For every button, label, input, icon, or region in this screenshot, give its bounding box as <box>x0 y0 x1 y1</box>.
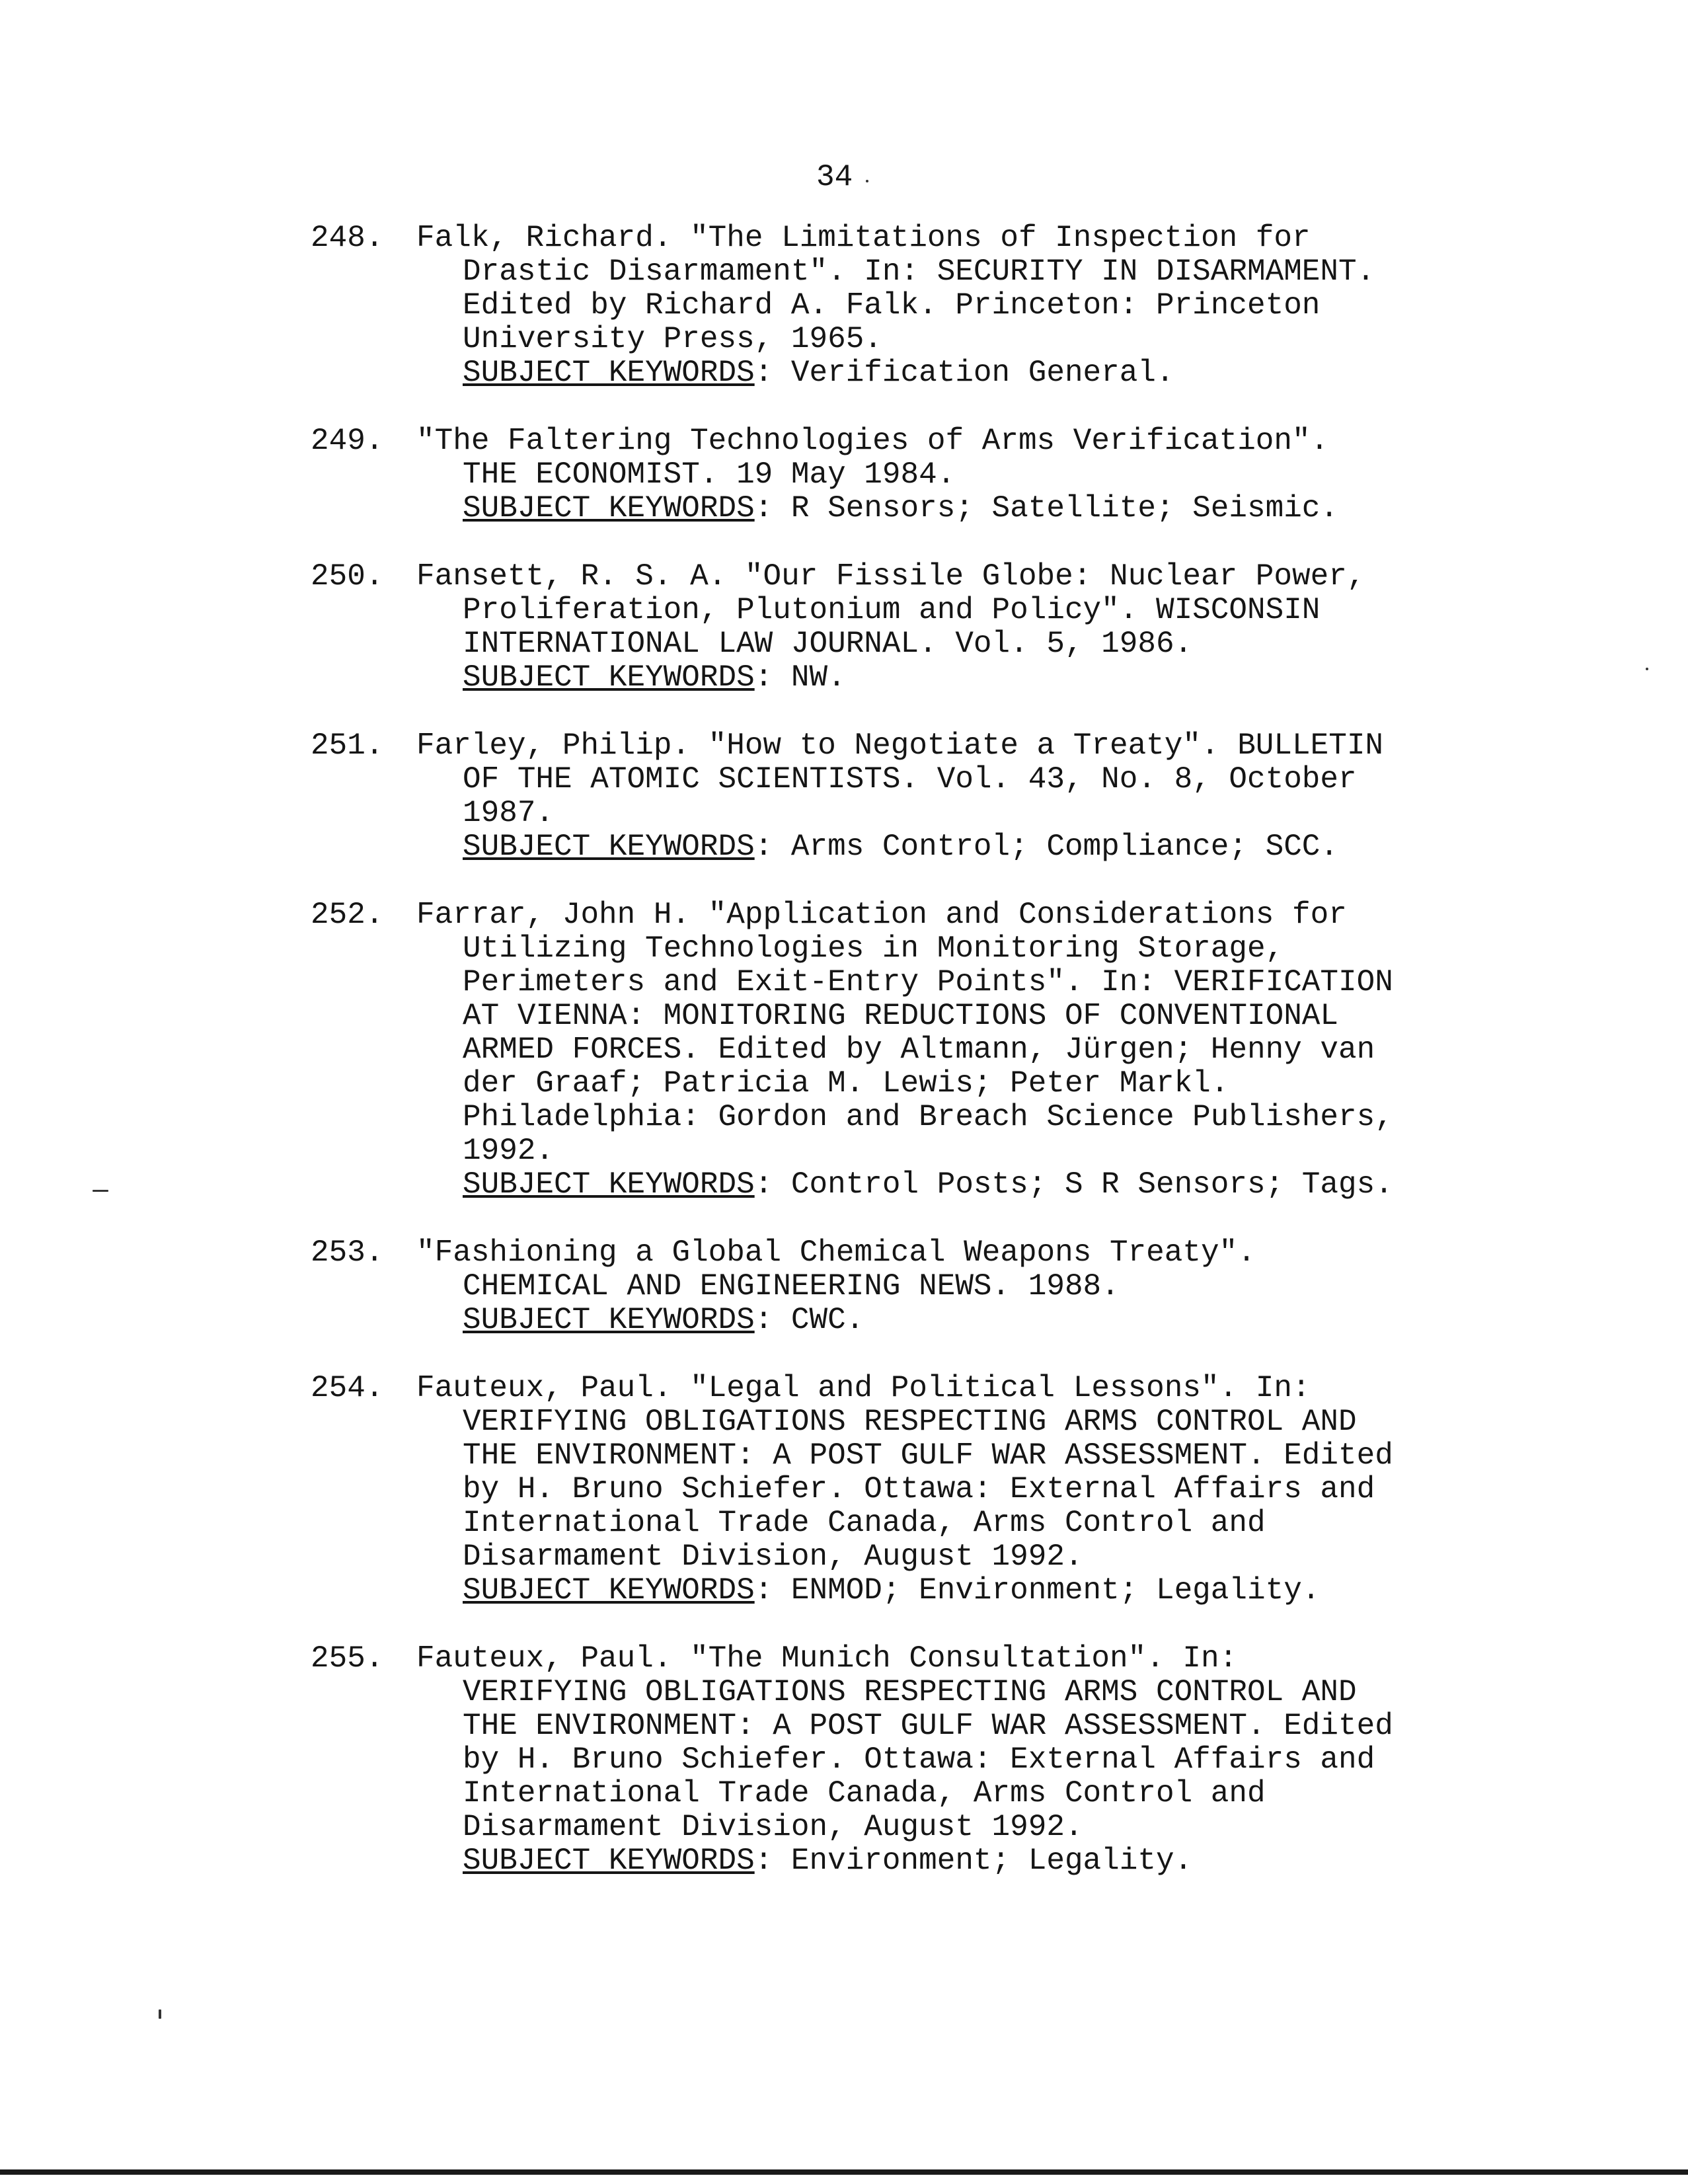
citation-line: THE ENVIRONMENT: A POST GULF WAR ASSESSMENT. Edited <box>463 1438 1393 1473</box>
scan-speck <box>159 2009 161 2019</box>
keyword-label: SUBJECT KEYWORDS <box>463 1573 755 1608</box>
scan-speck <box>1646 668 1648 670</box>
bibliography-entry <box>311 424 1514 526</box>
citation-line: "Fashioning a Global Chemical Weapons Treaty". <box>416 1235 1256 1270</box>
page-number: 34 <box>816 160 853 194</box>
subject-keywords <box>463 356 1514 390</box>
citation-line: THE ECONOMIST. 19 May 1984. <box>463 457 956 492</box>
keyword-label: SUBJECT KEYWORDS <box>463 1303 755 1337</box>
subject-keywords <box>463 492 1514 526</box>
keyword-values: : ENMOD; Environment; Legality. <box>754 1573 1321 1608</box>
citation-line: Proliferation, Plutonium and Policy". WISCONSIN <box>463 593 1321 627</box>
keyword-label: SUBJECT KEYWORDS <box>463 1167 755 1202</box>
citation-line: VERIFYING OBLIGATIONS RESPECTING ARMS CONTROL AND <box>463 1675 1357 1709</box>
citation-line: Disarmament Division, August 1992. <box>463 1810 1083 1844</box>
citation-line: INTERNATIONAL LAW JOURNAL. Vol. 5, 1986. <box>463 627 1193 661</box>
subject-keywords <box>463 1574 1514 1608</box>
bibliography-entry <box>311 729 1514 864</box>
entry-number: 255. <box>311 1641 384 1676</box>
citation-line: AT VIENNA: MONITORING REDUCTIONS OF CONVENTIONAL <box>463 999 1339 1033</box>
citation-line: by H. Bruno Schiefer. Ottawa: External Affairs and <box>463 1742 1375 1777</box>
bottom-border <box>0 2169 1688 2175</box>
entry-body <box>416 559 1514 695</box>
citation-line: 1992. <box>463 1134 555 1168</box>
citation-line: Edited by Richard A. Falk. Princeton: Princeton <box>463 288 1321 323</box>
keyword-values: : R Sensors; Satellite; Seismic. <box>754 491 1339 526</box>
citation-line: International Trade Canada, Arms Control and <box>463 1776 1266 1811</box>
citation-line: Philadelphia: Gordon and Breach Science Publishers, <box>463 1100 1393 1134</box>
entry-number: 250. <box>311 559 384 594</box>
bibliography-entry <box>311 898 1514 1202</box>
keyword-label: SUBJECT KEYWORDS <box>463 660 755 695</box>
subject-keywords <box>463 661 1514 695</box>
citation-line: Fansett, R. S. A. "Our Fissile Globe: Nuclear Power, <box>416 559 1365 594</box>
bibliography-entry <box>311 1236 1514 1337</box>
entry-number: 251. <box>311 728 384 763</box>
keyword-label: SUBJECT KEYWORDS <box>463 1844 755 1878</box>
citation-line: Utilizing Technologies in Monitoring Storage, <box>463 931 1284 966</box>
bibliography-entry <box>311 560 1514 695</box>
entry-body <box>416 221 1514 390</box>
entry-body <box>416 1371 1514 1608</box>
citation-line: Fauteux, Paul. "Legal and Political Lessons". In: <box>416 1371 1311 1405</box>
subject-keywords <box>463 830 1514 864</box>
entry-body <box>416 1641 1514 1878</box>
scan-speck <box>866 180 868 182</box>
entry-number: 252. <box>311 898 384 932</box>
entry-number: 248. <box>311 221 384 255</box>
citation-line: University Press, 1965. <box>463 322 882 356</box>
entry-body <box>416 1235 1514 1337</box>
bibliography-list <box>311 221 1514 1912</box>
entry-body <box>416 424 1514 526</box>
citation-line: International Trade Canada, Arms Control and <box>463 1506 1266 1540</box>
keyword-values: : CWC. <box>754 1303 864 1337</box>
keyword-values: : Environment; Legality. <box>754 1844 1193 1878</box>
citation-line: by H. Bruno Schiefer. Ottawa: External Affairs and <box>463 1472 1375 1506</box>
keyword-label: SUBJECT KEYWORDS <box>463 356 755 390</box>
citation-line: der Graaf; Patricia M. Lewis; Peter Markl. <box>463 1066 1229 1101</box>
citation-line: Falk, Richard. "The Limitations of Inspection for <box>416 221 1311 255</box>
scan-speck <box>93 1190 108 1192</box>
subject-keywords <box>463 1168 1514 1202</box>
citation-line: Farrar, John H. "Application and Considerations for <box>416 898 1347 932</box>
citation-line: CHEMICAL AND ENGINEERING NEWS. 1988. <box>463 1269 1120 1304</box>
subject-keywords <box>463 1304 1514 1337</box>
bibliography-entry <box>311 1642 1514 1878</box>
keyword-values: : Arms Control; Compliance; SCC. <box>754 830 1339 864</box>
keyword-label: SUBJECT KEYWORDS <box>463 491 755 526</box>
entry-number: 249. <box>311 424 384 458</box>
keyword-values: : Verification General. <box>754 356 1174 390</box>
entry-number: 254. <box>311 1371 384 1405</box>
citation-line: THE ENVIRONMENT: A POST GULF WAR ASSESSMENT. Edited <box>463 1709 1393 1743</box>
bibliography-entry <box>311 221 1514 390</box>
citation-line: Fauteux, Paul. "The Munich Consultation". In: <box>416 1641 1238 1676</box>
keyword-label: SUBJECT KEYWORDS <box>463 830 755 864</box>
citation-line: 1987. <box>463 796 555 830</box>
citation-line: Drastic Disarmament". In: SECURITY IN DISARMAMENT. <box>463 254 1375 289</box>
citation-line: Perimeters and Exit-Entry Points". In: VERIFICATION <box>463 965 1393 999</box>
bibliography-entry <box>311 1372 1514 1608</box>
keyword-values: : Control Posts; S R Sensors; Tags. <box>754 1167 1393 1202</box>
entry-body <box>416 898 1514 1202</box>
citation-line: OF THE ATOMIC SCIENTISTS. Vol. 43, No. 8, October <box>463 762 1357 797</box>
citation-line: Farley, Philip. "How to Negotiate a Treaty". BULLETIN <box>416 728 1384 763</box>
citation-line: "The Faltering Technologies of Arms Verification". <box>416 424 1329 458</box>
citation-line: Disarmament Division, August 1992. <box>463 1540 1083 1574</box>
citation-line: VERIFYING OBLIGATIONS RESPECTING ARMS CONTROL AND <box>463 1405 1357 1439</box>
keyword-values: : NW. <box>754 660 846 695</box>
entry-number: 253. <box>311 1235 384 1270</box>
citation-line: ARMED FORCES. Edited by Altmann, Jürgen; Henny van <box>463 1033 1375 1067</box>
entry-body <box>416 728 1514 864</box>
subject-keywords <box>463 1844 1514 1878</box>
